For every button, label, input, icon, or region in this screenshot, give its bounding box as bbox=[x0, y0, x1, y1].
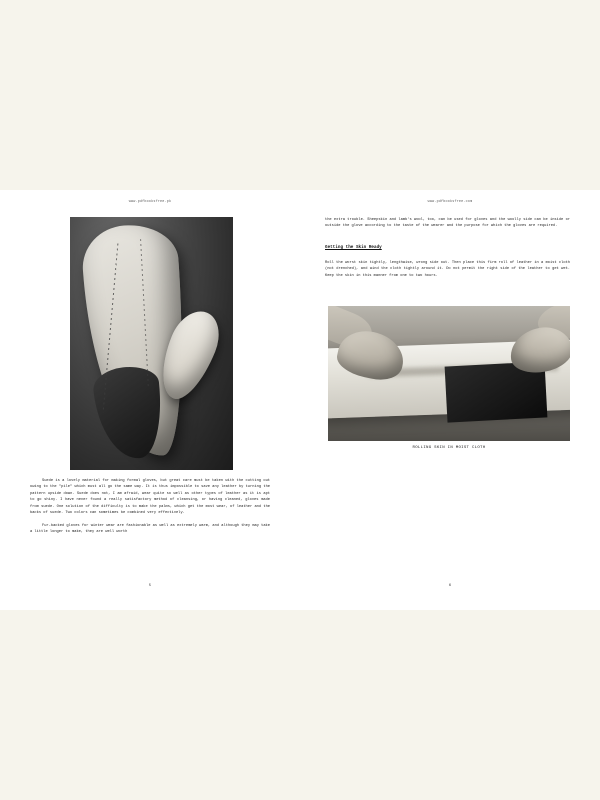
right-page-section-paragraph bbox=[325, 256, 570, 283]
paragraph-rolling-instructions: Roll the worst skin tightly, lengthwise, wrong side out. Then place this firm roll of leather in a moist cloth (not drenched), and wind the cloth tightly around it. Do not permit the right side of the leather to get wet. Keep the skin in this manner from one to two hours. bbox=[325, 260, 570, 278]
paragraph-fur-backed: Fur-backed gloves for winter wear are fashionable as well as extremely warm, and although they may take a little longer to make, they are well worth bbox=[30, 523, 270, 535]
paragraph-suede: Suede is a lovely material for making formal gloves, but great care must be taken with the cutting out owing to the "pile" which must all go the same way. It is thus impossible to save any leather by turning the pattern upside down. Suede does not, I am afraid, wear quite so well as other types of leather as it is apt to go shiny. I have never found a really satisfactory method of cleansing, or having cleaned, gloves made from suede. One solution of the difficulty is to make the palms, which get the most wear, of leather and the backs of suede. Two colors can sometimes be combined very effectively. bbox=[30, 479, 270, 516]
right-page-top-paragraph bbox=[325, 217, 570, 230]
book-spread bbox=[0, 190, 600, 610]
right-page-number: 6 bbox=[448, 584, 452, 588]
rolling-skin-photograph bbox=[328, 306, 570, 441]
left-page bbox=[0, 190, 300, 610]
left-page-body-text bbox=[30, 478, 270, 542]
section-heading-getting-the-skin-ready: Getting the Skin Ready bbox=[325, 245, 382, 250]
book-spread-container bbox=[0, 190, 600, 610]
right-page-watermark-url: www.pdfbooksfree.com bbox=[427, 200, 473, 204]
paragraph-sheepskin: the extra trouble. Sheepskin and lamb's wool, too, can be used for gloves and the woolly side can be inside or outside the glove according to the taste of the wearer and the purpose for which the gloves are required. bbox=[325, 218, 570, 229]
left-page-number: 5 bbox=[148, 584, 152, 588]
photo-caption: ROLLING SKIN IN MOIST CLOTH bbox=[412, 446, 486, 450]
suede-glove-photograph bbox=[70, 217, 233, 470]
left-page-watermark-url: www.pdfbooksfree.pk bbox=[128, 200, 172, 204]
